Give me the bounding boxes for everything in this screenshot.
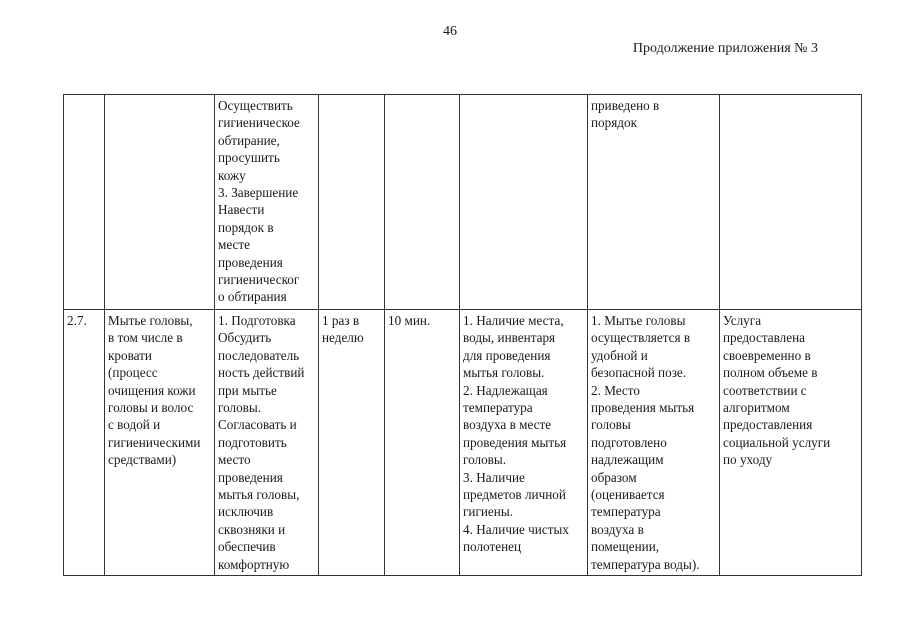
cell-service-name: Мытье головы, в том числе в кровати (процесс очищения кожи головы и волос с водой и гигиеническими средствами) bbox=[105, 310, 215, 576]
service-standards-table bbox=[63, 94, 862, 576]
cell-result bbox=[720, 95, 862, 310]
cell-conditions bbox=[460, 95, 588, 310]
cell-number: 2.7. bbox=[64, 310, 105, 576]
cell-stages: 1. Подготовка Обсудить последователь ность действий при мытье головы. Согласовать и подготовить место проведения мытья головы, исключив сквозняки и обеспечив комфортную bbox=[215, 310, 319, 576]
page-number: 46 bbox=[443, 24, 457, 39]
cell-duration: 10 мин. bbox=[385, 310, 460, 576]
cell-quality-indicators: приведено в порядок bbox=[588, 95, 720, 310]
cell-frequency: 1 раз в неделю bbox=[319, 310, 385, 576]
appendix-continuation-label: Продолжение приложения № 3 bbox=[632, 41, 818, 56]
cell-stages: Осуществить гигиеническое обтирание, просушить кожу 3. Завершение Навести порядок в месте проведения гигиеническог о обтирания bbox=[215, 95, 319, 310]
table-row bbox=[64, 95, 862, 310]
cell-result: Услуга предоставлена своевременно в полном объеме в соответствии с алгоритмом предоставления социальной услуги по уходу bbox=[720, 310, 862, 576]
cell-number bbox=[64, 95, 105, 310]
cell-duration bbox=[385, 95, 460, 310]
table-row bbox=[64, 310, 862, 576]
cell-conditions: 1. Наличие места, воды, инвентаря для проведения мытья головы. 2. Надлежащая температура воздуха в месте проведения мытья головы. 3. Наличие предметов личной гигиены. 4. Наличие чистых полотенец bbox=[460, 310, 588, 576]
cell-service-name bbox=[105, 95, 215, 310]
cell-quality-indicators: 1. Мытье головы осуществляется в удобной и безопасной позе. 2. Место проведения мытья головы подготовлено надлежащим образом (оценивается температура воздуха в помещении, температура воды). bbox=[588, 310, 720, 576]
cell-frequency bbox=[319, 95, 385, 310]
